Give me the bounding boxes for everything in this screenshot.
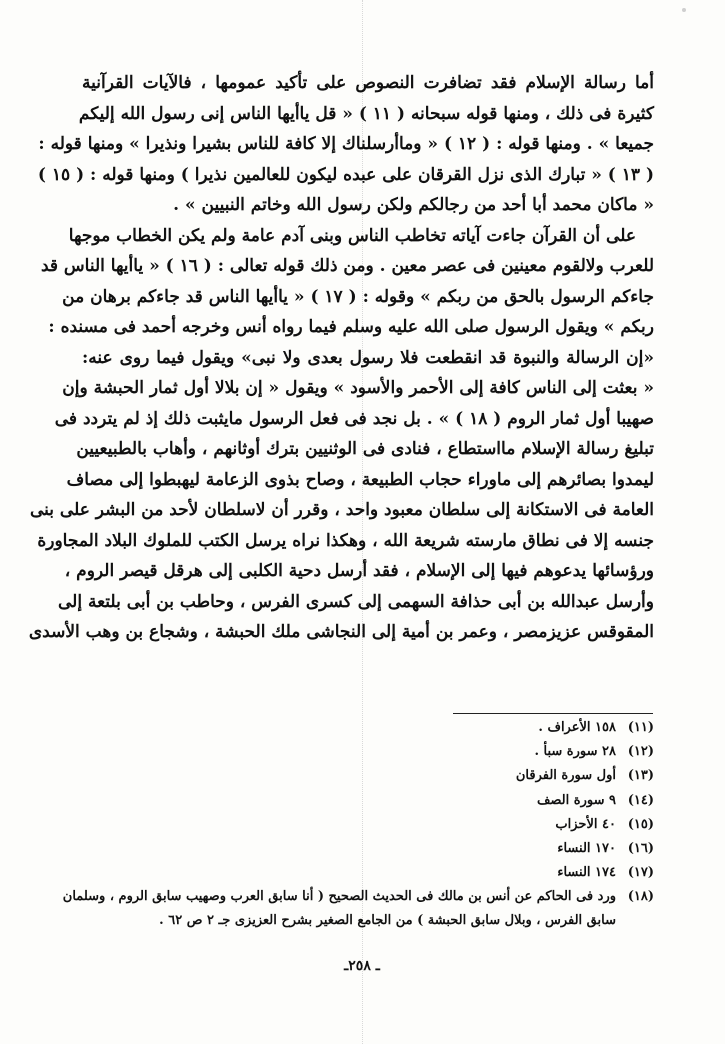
- text-line: «إن الرسالة والنبوة قد انقطعت فلا رسول بعدى ولا نبى» ويقول فيما روى عنه:: [82, 347, 654, 368]
- footnote-number: (١٢): [627, 744, 654, 760]
- text-line: على أن القرآن جاءت آياته تخاطب الناس وبنى آدم عامة ولم يكن الخطاب موجها: [68, 225, 636, 246]
- footnote-number: (١٨): [627, 889, 654, 905]
- footnote: [82, 740, 654, 764]
- footnote-continuation: سابق الفرس ، وبلال سابق الحبشة ) من الجامع الصغير بشرح العزيزى جـ ٢ ص ٦٢ .: [159, 912, 616, 928]
- footnote-separator: [453, 713, 653, 714]
- text-line: « ماكان محمد أبا أحد من رجالكم ولكن رسول الله وخاتم النبيين » .: [173, 195, 654, 215]
- footnote-text: ٩ سورة الصف: [536, 792, 616, 808]
- page-number: ـ ٢٥٨ـ: [344, 958, 380, 974]
- footnote: [82, 764, 654, 788]
- footnote-text: ١٧٠ النساء: [557, 840, 616, 856]
- main-text: [28, 68, 654, 648]
- footnote: [82, 837, 654, 861]
- footnotes: [62, 716, 654, 932]
- text-line: جميعا » . ومنها قوله : ( ١٢ ) « وماأرسلناك إلا كافة للناس بشيرا ونذيرا » ومنها قوله :: [38, 134, 654, 154]
- text-line: « بعثت إلى الناس كافة إلى الأحمر والأسود » ويقول « إن بلالا أول ثمار الحبشة وإن: [62, 378, 654, 398]
- footnote: [82, 789, 654, 813]
- text-line: كثيرة فى ذلك ، ومنها قوله سبحانه ( ١١ ) « قل ياأيها الناس إنى رسول الله إليكم: [78, 103, 654, 124]
- footnote: [82, 861, 654, 885]
- text-line: العامة فى الاستكانة إلى سلطان معبود واحد ، وقرر أن لاسلطان لأحد من البشر على بنى: [29, 500, 654, 520]
- text-line: ورؤسائها يدعوهم فيها إلى الإسلام ، فقد أرسل دحية الكلبى إلى هرقل قيصر الروم ،: [64, 561, 654, 581]
- footnote-number: (١٣): [627, 768, 654, 784]
- footnote: [82, 813, 654, 837]
- footnote-text: أول سورة الفرقان: [515, 768, 616, 784]
- text-line: للعرب ولالقوم معينين فى عصر معين . ومن ذلك قوله تعالى : ( ١٦ ) « ياأيها الناس قد: [40, 256, 654, 276]
- text-line: صهيبا أول ثمار الروم ( ١٨ ) » . بل نجد فى فعل الرسول مايثبت ذلك إذ لم يتردد فى: [54, 408, 654, 429]
- text-line: المقوقس عزيزمصر ، وعمر بن أمية إلى النجاشى ملك الحبشة ، وشجاع بن وهب الأسدى: [28, 622, 654, 642]
- footnote-text: ١٥٨ الأعراف .: [538, 720, 616, 735]
- footnote-text: ورد فى الحاكم عن أنس بن مالك فى الحديث الصحيح ( أنا سابق العرب وصهيب سابق الروم ، وسلمان: [62, 889, 616, 905]
- footnote-text: ١٧٤ النساء: [557, 865, 616, 881]
- footnote-number: (١٥): [627, 816, 654, 832]
- text-line: أما رسالة الإسلام فقد تضافرت النصوص على تأكيد عمومها ، فالآيات القرآنية: [82, 73, 654, 93]
- footnote-number: (١٦): [627, 840, 654, 856]
- footnote-number: (١١): [627, 720, 654, 735]
- text-line: جنسه إلا فى نطاق مارسته شريعة الله ، وهكذا نراه يرسل الكتب للملوك البلاد المجاورة: [37, 530, 654, 551]
- footnote-text: ٢٨ سورة سبأ .: [534, 744, 616, 760]
- footnote-number: (١٤): [627, 792, 654, 808]
- footnote-number: (١٧): [627, 865, 654, 881]
- footnote: [82, 716, 654, 740]
- text-line: ربكم » ويقول الرسول صلى الله عليه وسلم فيما رواه أنس وخرجه أحمد فى مسنده :: [48, 317, 654, 337]
- scan-speck: [682, 8, 686, 12]
- footnote-text: ٤٠ الأحزاب: [555, 816, 616, 832]
- text-line: وأرسل عبدالله بن أبى حذافة السهمى إلى كسرى الفرس ، وحاطب بن أبى بلتعة إلى: [58, 591, 654, 612]
- text-line: جاءكم الرسول بالحق من ربكم » وقوله : ( ١٧ ) « ياأيها الناس قد جاءكم برهان من: [62, 286, 654, 307]
- text-line: ليمدوا بصائرهم إلى ماوراء حجاب الطبيعة ، وصاح بذوى الزعامة ليهبطوا إلى مصاف: [66, 469, 654, 490]
- footnote: [62, 885, 654, 909]
- text-line: تبليغ رسالة الإسلام مااستطاع ، فنادى فى الوثنيين بترك أوثانهم ، وأهاب بالطبيعيين: [76, 439, 654, 459]
- text-line: ( ١٣ ) « تبارك الذى نزل القرقان على عبده ليكون للعالمين نذيرا ) ومنها قوله : ( ١٥ ): [37, 164, 654, 185]
